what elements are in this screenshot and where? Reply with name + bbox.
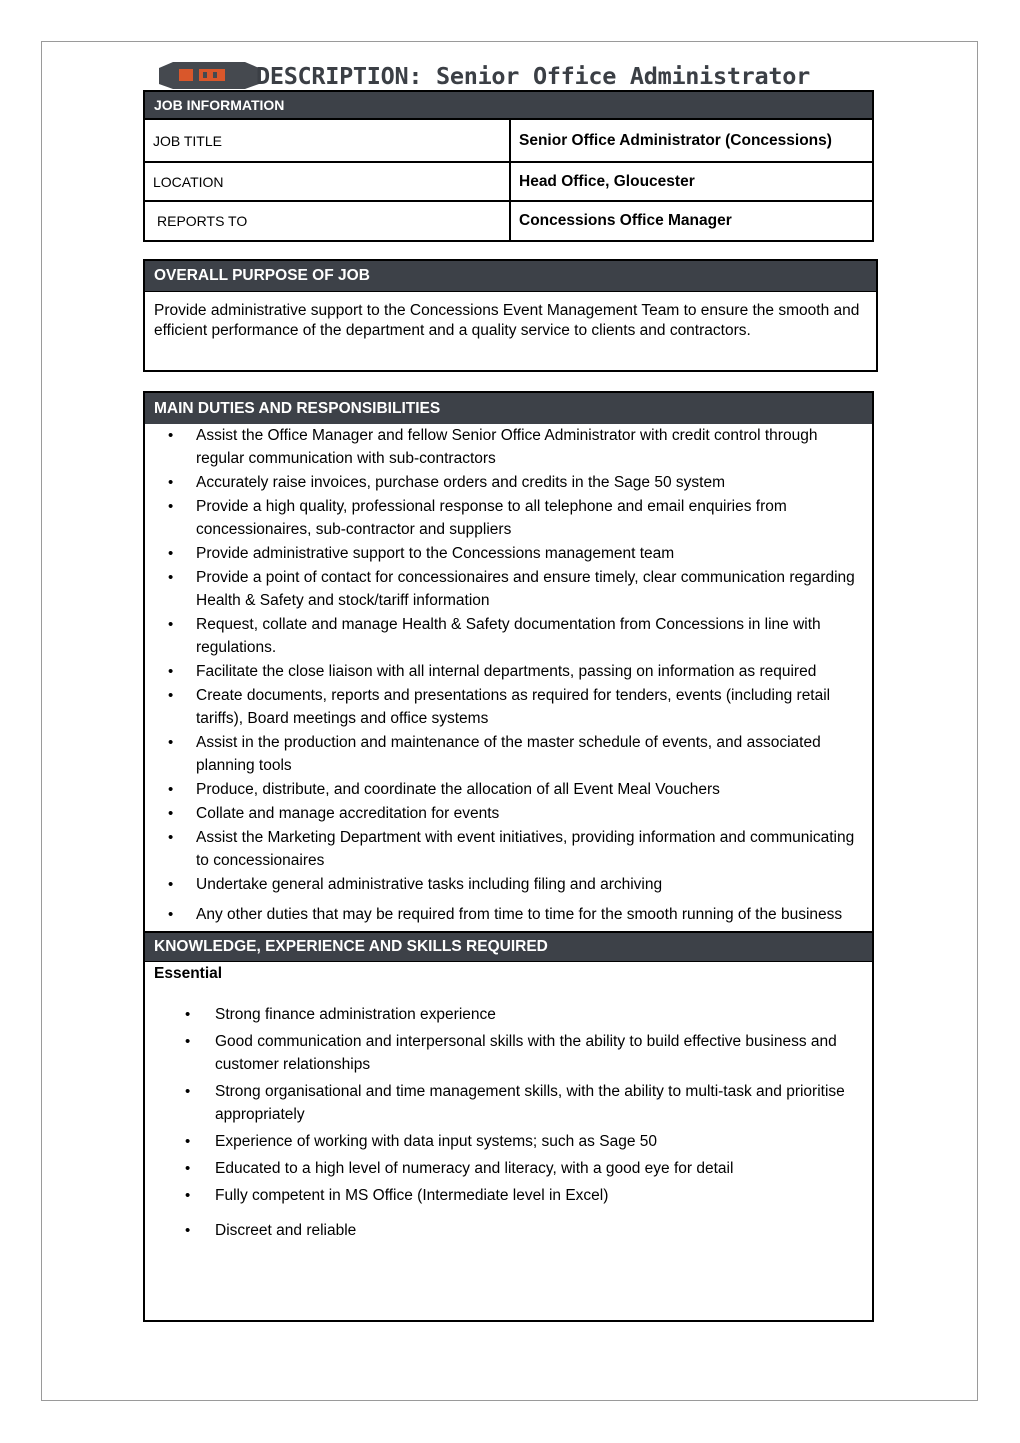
job-title-value: Senior Office Administrator (Concessions) [519,131,832,149]
overall-purpose-header: OVERALL PURPOSE OF JOB [145,261,876,292]
location-label: LOCATION [145,163,511,200]
skill-item: • Educated to a high level of numeracy and literacy, with a good eye for detail [145,1157,872,1180]
duty-item: • Provide administrative support to the Concessions management team [145,542,872,565]
job-information-table [143,90,874,242]
document-title: DESCRIPTION: Senior Office Administrator [256,62,810,90]
skill-item: • Strong organisational and time management skills, with the ability to multi-task and prioritise appropriately [145,1080,872,1126]
duty-item: • Undertake general administrative tasks including filing and archiving [145,873,872,896]
job-title-label: JOB TITLE [145,120,511,161]
location-row [145,163,872,202]
main-duties-header: MAIN DUTIES AND RESPONSIBILITIES [145,393,872,424]
main-duties-list [145,424,872,925]
duties-and-skills-section [143,391,874,1322]
job-information-header: JOB INFORMATION [145,92,872,120]
reports-to-row [145,202,872,240]
skill-item: • Discreet and reliable [145,1219,872,1242]
skill-item: • Experience of working with data input systems; such as Sage 50 [145,1130,872,1153]
location-value: Head Office, Gloucester [519,172,695,190]
job-title-row [145,120,872,163]
skills-list [145,1003,872,1242]
duty-item: • Any other duties that may be required from time to time for the smooth running of the business [145,905,872,925]
duty-item: • Facilitate the close liaison with all internal departments, passing on information as required [145,660,872,683]
reports-to-value: Concessions Office Manager [519,212,732,229]
company-logo [155,60,261,90]
overall-purpose-text: Provide administrative support to the Concessions Event Management Team to ensure the smooth and efficient performance of the department and a quality service to clients and contractors. [154,302,860,339]
duty-item: • Provide a point of contact for concessionaires and ensure timely, clear communication regarding Health & Safety and stock/tariff information [145,566,872,612]
duty-item: • Accurately raise invoices, purchase orders and credits in the Sage 50 system [145,471,872,494]
duty-item: • Provide a high quality, professional response to all telephone and email enquiries from concessionaires, sub-contractor and suppliers [145,495,872,541]
skills-header: KNOWLEDGE, EXPERIENCE AND SKILLS REQUIRED [145,931,872,962]
duty-item: • Produce, distribute, and coordinate the allocation of all Event Meal Vouchers [145,778,872,801]
skill-item: • Fully competent in MS Office (Intermediate level in Excel) [145,1184,872,1207]
duty-item: • Assist in the production and maintenance of the master schedule of events, and associated planning tools [145,731,872,777]
skill-item: • Strong finance administration experience [145,1003,872,1026]
duty-item: • Assist the Marketing Department with event initiatives, providing information and communicating to concessionaires [145,826,872,872]
essential-subheader: Essential [154,965,223,982]
duty-item: • Request, collate and manage Health & Safety documentation from Concessions in line with regulations. [145,613,872,659]
reports-to-label: REPORTS TO [145,202,511,240]
duty-item: • Collate and manage accreditation for events [145,802,872,825]
overall-purpose-section [143,259,878,372]
duty-item: • Create documents, reports and presentations as required for tenders, events (including retail tariffs), Board meetings and office systems [145,684,872,730]
duty-item: • Assist the Office Manager and fellow Senior Office Administrator with credit control through regular communication with sub-contractors [145,424,872,470]
skill-item: • Good communication and interpersonal skills with the ability to build effective business and customer relationships [145,1030,872,1076]
